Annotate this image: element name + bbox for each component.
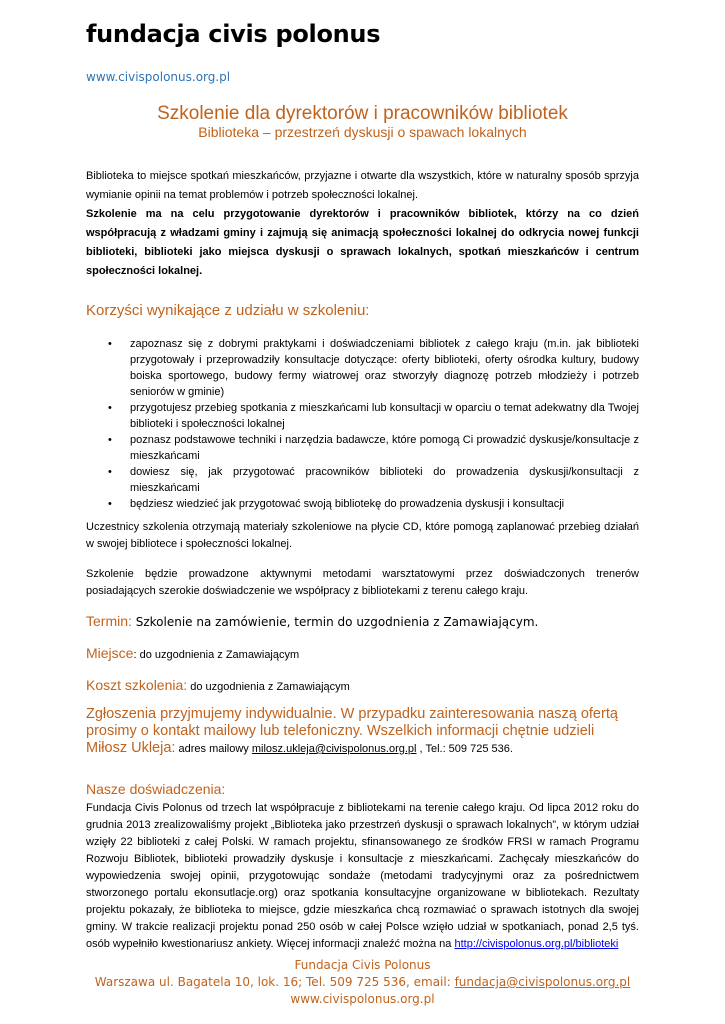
termin-label: Termin:: [86, 613, 132, 629]
contact-prefix: adres mailowy: [175, 743, 252, 755]
footer-address: [0, 975, 725, 989]
materials-paragraph: Uczestnicy szkolenia otrzymają materiały szkoleniowe na płycie CD, które pomogą zaplanować przebieg działań w swojej bibliotece i społeczności lokalnej.: [86, 521, 639, 550]
applications-paragraph: [86, 706, 639, 758]
contact-email-link[interactable]: milosz.ukleja@civispolonus.org.pl: [251, 743, 417, 755]
experience-paragraph: [86, 800, 639, 953]
footer-url[interactable]: www.civispolonus.org.pl: [290, 992, 435, 1006]
applications-text: Zgłoszenia przyjmujemy indywidualnie. W przypadku zainteresowania naszą ofertą prosimy o kontakt mailowy lub telefoniczny. Wszelkich informacji chętnie udzieli Miłosz Ukleja:: [86, 706, 618, 756]
experience-text: Fundacja Civis Polonus od trzech lat współpracuje z bibliotekami na terenie całego kraju. Od lipca 2012 roku do grudnia 2013 zrealizowaliśmy projekt „Biblioteka jako przestrzeń dyskusji o sprawach lokalnych”, w którym udział wzięły 22 biblioteki z całej Polski. W ramach projektu, sfinansowanego ze środków FRSI w ramach Programu Rozwoju Bibliotek, biblioteki prowadziły dyskusje i konsultacje z mieszkańcami. Zachęcały mieszkańców do wypowiedzenia swojej opinii, przygotowując sondaże (metodami tradycyjnymi oraz za pośrednictwem stworzonego portalu ekonsutlacje.org) oraz spotkania konsultacyjne organizowane w bibliotekach. Rezultaty projektu pokazały, że biblioteka to miejsce, gdzie mieszkańca chcą rozmawiać o sprawach istotnych dla swojej gminy. W trakcie realizacji projektu ponad 250 osób w całej Polsce wzięło udział w spotkaniach, ponad 2,5 tyś. osób wypełniło kwestionariusz ankiety. Więcej informacji znaleźć można na: [86, 802, 639, 950]
intro-bold-paragraph: Szkolenie ma na celu przygotowanie dyrektorów i pracowników bibliotek, którzy na co dzień współpracują z władzami gminy i zajmują się animacją społeczności lokalnej do odkrycia nowej funkcji biblioteki, biblioteki jako miejsca dyskusji o sprawach lokalnych, spotkań mieszkańców i centrum społeczności lokalnej.: [86, 208, 639, 277]
benefits-list: [108, 336, 639, 512]
benefit-item: • zapoznasz się z dobrymi praktykami i doświadczeniami bibliotek z całego kraju (m.in. jak biblioteki przygotowały i przeprowadziły konsultacje dotyczące: oferty biblioteki, oferty ośrodka kultury, budowy boiska sportowego, budowy fermy wiatrowej oraz stworzyły diagnozę potrzeb młodzieży i potrzeb seniorów w gminie): [108, 336, 639, 400]
benefit-item: • będziesz wiedzieć jak przygotować swoją bibliotekę do prowadzenia dyskusji i konsultacji: [108, 496, 639, 512]
miejsce-line: [86, 645, 646, 663]
koszt-value: do uzgodnienia z Zamawiającym: [187, 681, 350, 693]
benefits-heading: Korzyści wynikające z udziału w szkoleniu:: [86, 302, 370, 319]
document-subtitle: Biblioteka – przestrzeń dyskusji o spawach lokalnych: [198, 124, 527, 140]
termin-line: [86, 613, 646, 631]
intro-paragraph: Biblioteka to miejsce spotkań mieszkańców, przyjazne i otwarte dla wszystkich, które w naturalny sposób sprzyja wymianie opinii na temat problemów i potrzeb społeczności lokalnej.: [86, 170, 639, 201]
experience-heading: Nasze doświadczenia:: [86, 781, 226, 797]
miejsce-label: Miejsce: [86, 645, 134, 661]
miejsce-value: : do uzgodnienia z Zamawiającym: [133, 649, 300, 661]
contact-phone: , Tel.: 509 725 536.: [416, 743, 513, 755]
benefit-item: • przygotujesz przebieg spotkania z mieszkańcami lub konsultacji w oparciu o temat adekwatny dla Twojej biblioteki i społeczności lokalnej: [108, 400, 639, 432]
termin-value: Szkolenie na zamówienie, termin do uzgodnienia z Zamawiającym.: [131, 615, 539, 629]
footer-org-name: Fundacja Civis Polonus: [294, 958, 431, 972]
org-name: fundacja civis polonus: [86, 20, 381, 48]
methods-paragraph: Szkolenie będzie prowadzone aktywnymi metodami warsztatowymi przez doświadczonych trenerów posiadających szerokie doświadczenie we współpracy z bibliotekami z terenu całego kraju.: [86, 568, 639, 597]
document-title: Szkolenie dla dyrektorów i pracowników bibliotek: [157, 103, 568, 124]
koszt-line: [86, 677, 646, 695]
experience-link[interactable]: http://civispolonus.org.pl/biblioteki: [454, 938, 619, 950]
footer-address-text: Warszawa ul. Bagatela 10, lok. 16; Tel. 509 725 536, email:: [94, 975, 455, 989]
benefit-item: • dowiesz się, jak przygotować pracowników biblioteki do prowadzenia dyskusji/konsultacji z mieszkańcami: [108, 464, 639, 496]
footer-email-link[interactable]: fundacja@civispolonus.org.pl: [454, 975, 631, 989]
org-url[interactable]: www.civispolonus.org.pl: [86, 70, 231, 84]
benefit-item: • poznasz podstawowe techniki i narzędzia badawcze, które pomogą Ci prowadzić dyskusje/konsultacje z mieszkańcami: [108, 432, 639, 464]
koszt-label: Koszt szkolenia:: [86, 677, 188, 693]
